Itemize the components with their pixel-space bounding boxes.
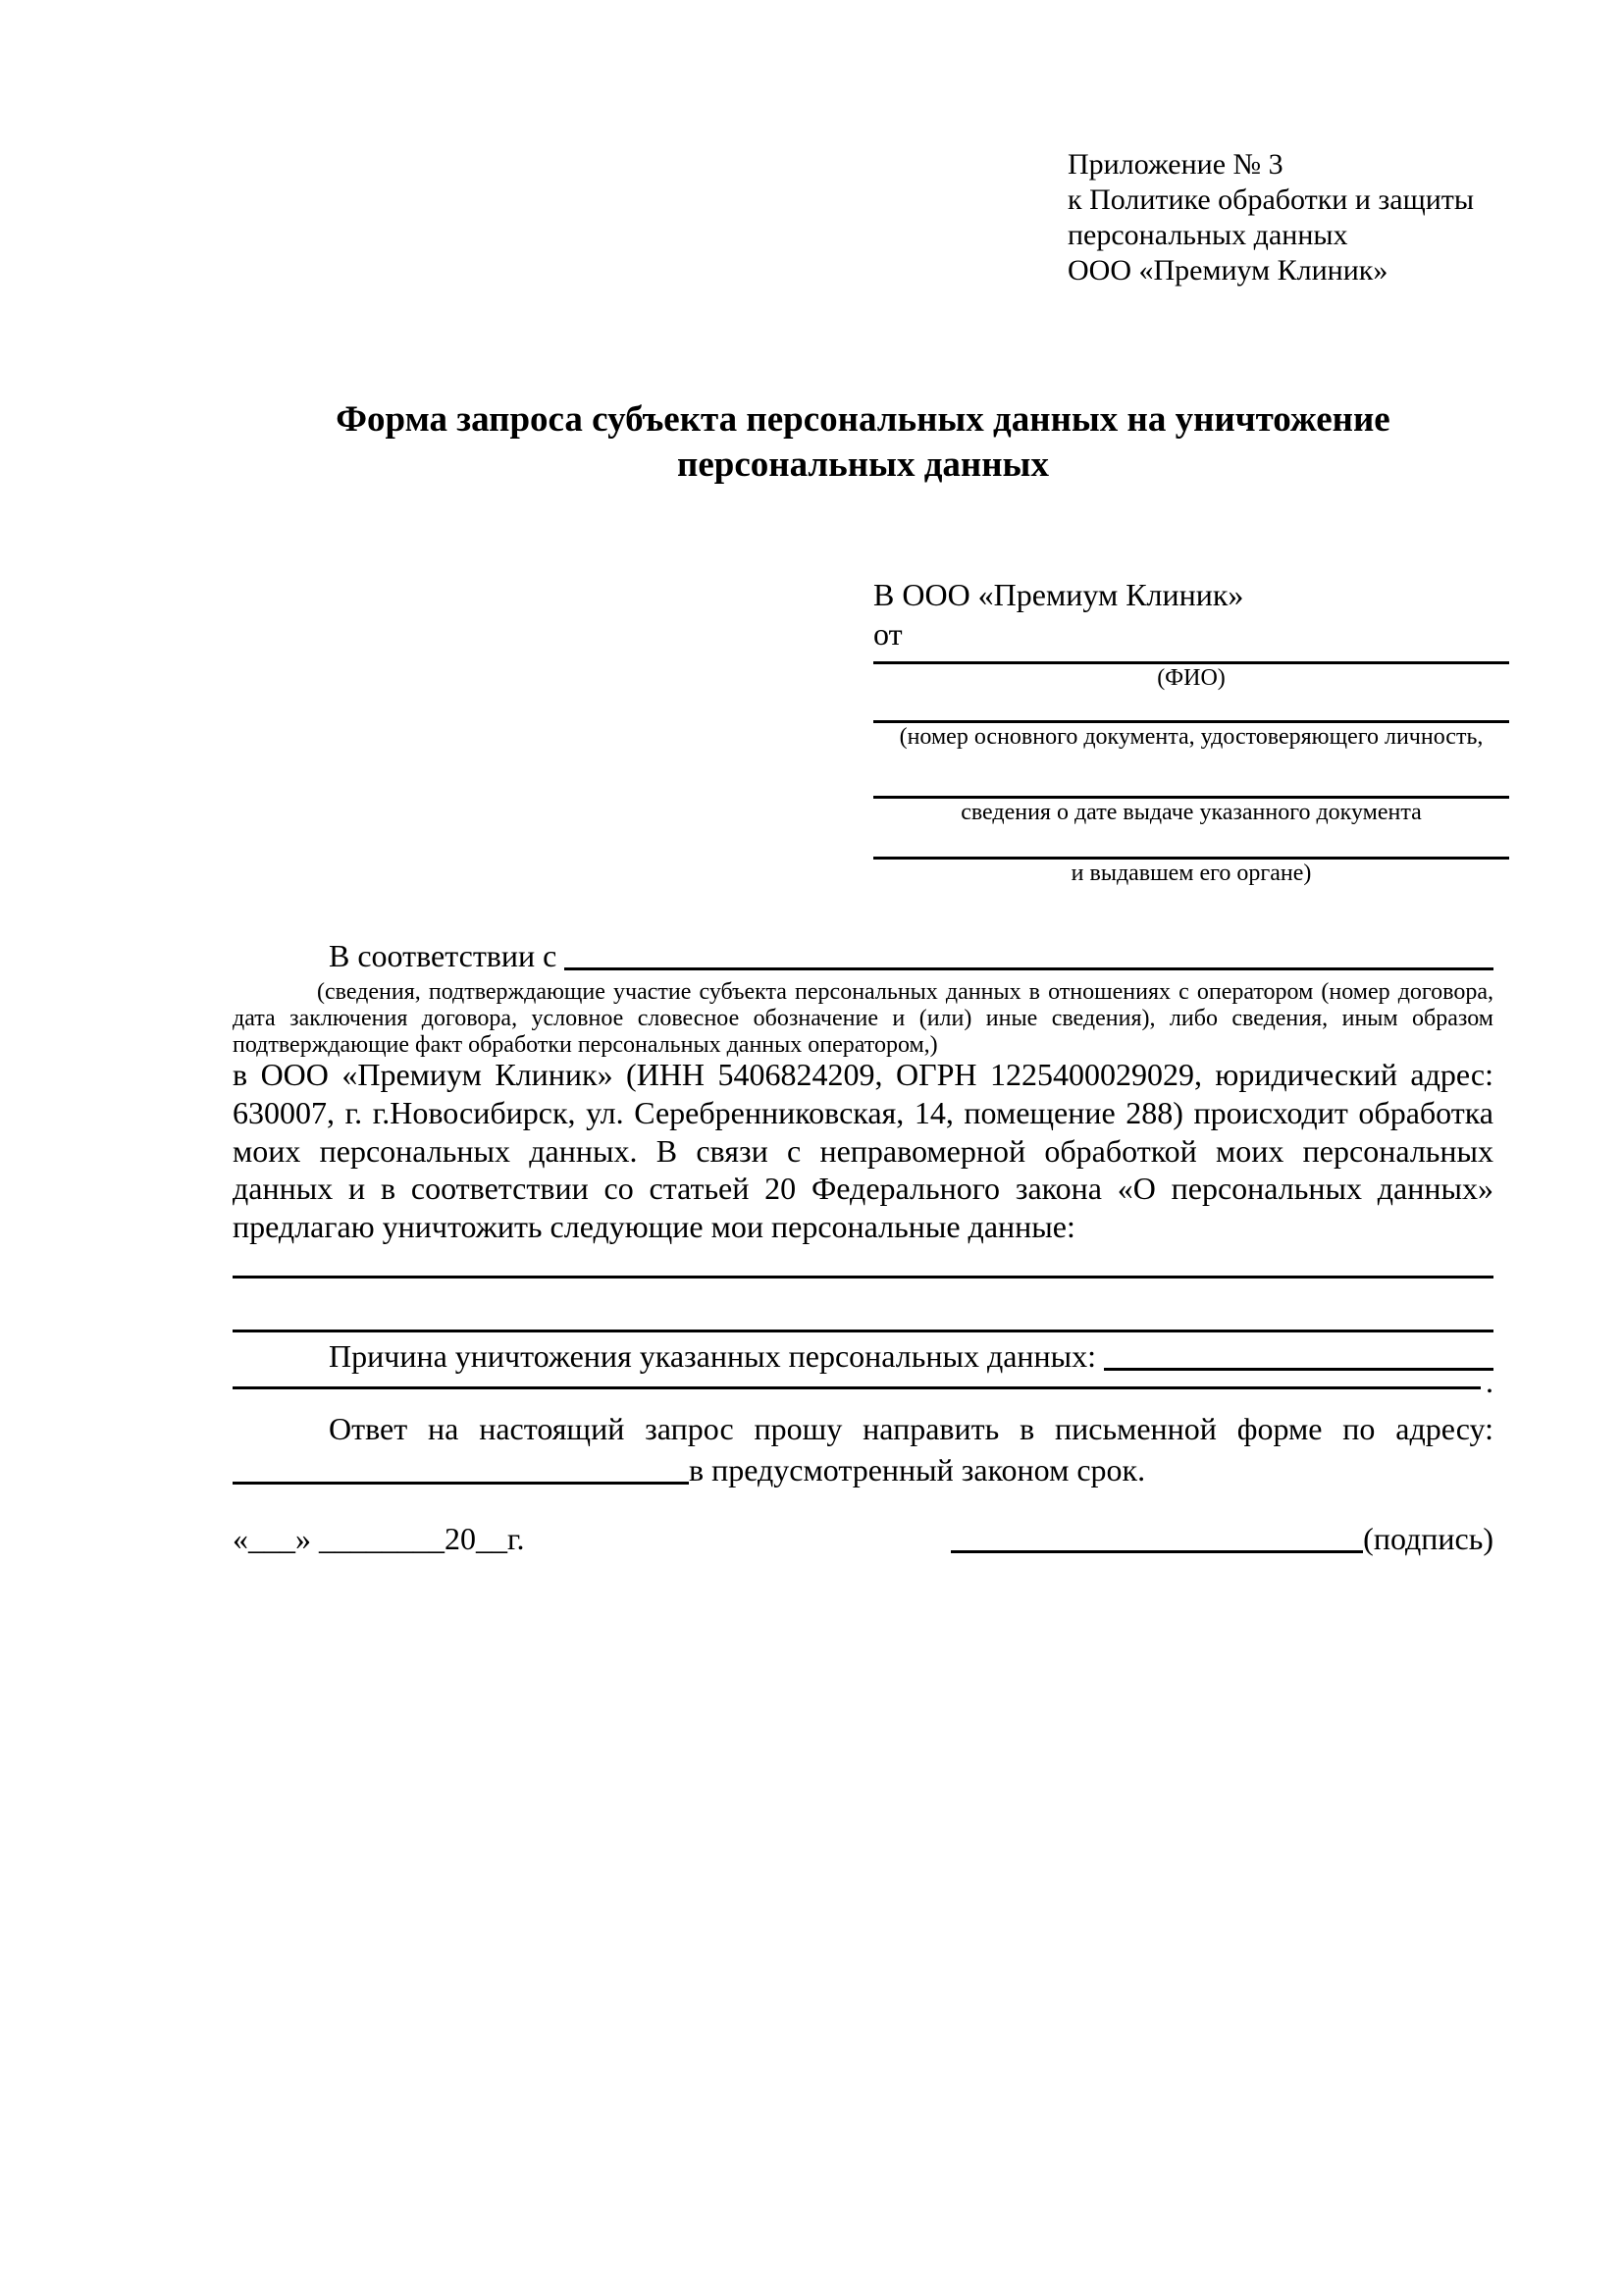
main-paragraph: в ООО «Премиум Клиник» (ИНН 5406824209, ОГРН 1225400029029, юридический адрес: 630007, г. г.Новосибирск, ул. Серебренниковская, 14, помещение 288) происходит обработка моих персональных данных. В связи с неправомерной обработкой моих персональных данных и в соответствии со статьей 20 Федерального закона «О персональных данных» предлагаю уничтожить следующие мои персональные данные:: [233, 1057, 1493, 1245]
reason-continuation-blank-line: [233, 1386, 1481, 1389]
appendix-header-line: персональных данных: [1068, 219, 1348, 251]
reason-blank-line: [1104, 1336, 1493, 1371]
response-address-line: Ответ на настоящий запрос прошу направить в письменной форме по адресу:: [329, 1411, 1493, 1446]
appendix-header-line: ООО «Премиум Клиник»: [1068, 254, 1388, 287]
appendix-header-line: к Политике обработки и защиты: [1068, 183, 1475, 216]
issuing-authority-caption: и выдавшем его органе): [1071, 861, 1312, 886]
address-blank-line: [233, 1450, 689, 1485]
signature-blank-line: [951, 1519, 1363, 1553]
accordance-note: (сведения, подтверждающие участие субъекта персональных данных в отношениях с оператором (номер договора, дата заключения договора, условное словесное обозначение и (или) иные сведения), либо сведения, иным образом подтверждающие факт обработки персональных данных оператором,): [233, 979, 1493, 1058]
appendix-header: [1068, 147, 1539, 288]
personal-data-blank-line-2: [233, 1330, 1493, 1332]
addressee-organization: В ООО «Премиум Клиник»: [873, 577, 1244, 612]
date-signature-row: [233, 1519, 1493, 1558]
accordance-blank-line: [564, 936, 1493, 970]
addressee-block: [873, 575, 1509, 887]
signature-caption: (подпись): [1363, 1521, 1493, 1556]
fio-caption: (ФИО): [1157, 665, 1226, 691]
document-number-caption: (номер основного документа, удостоверяющего личность,: [899, 724, 1484, 750]
response-tail-text: в предусмотренный законом срок.: [689, 1452, 1146, 1487]
issue-date-caption: сведения о дате выдаче указанного документа: [961, 800, 1422, 825]
spacer: [873, 692, 1509, 720]
date-blank: «___» ________20__г.: [233, 1521, 525, 1556]
period: .: [1486, 1364, 1493, 1399]
reason-label: Причина уничтожения указанных персональных данных:: [329, 1338, 1097, 1374]
personal-data-blank-line-1: [233, 1276, 1493, 1278]
document-title: Форма запроса субъекта персональных данных на уничтожение персональных данных: [336, 399, 1390, 485]
appendix-header-line: Приложение № 3: [1068, 148, 1283, 181]
addressee-from-label: от: [873, 616, 903, 652]
response-tail-row: [233, 1450, 1493, 1489]
spacer: [873, 653, 1509, 661]
spacer: [873, 826, 1509, 857]
accordance-row: [233, 936, 1493, 975]
reason-row: [233, 1336, 1493, 1376]
signature-group: [951, 1519, 1493, 1558]
accordance-label: В соответствии с: [329, 938, 557, 973]
spacer: [873, 751, 1509, 796]
